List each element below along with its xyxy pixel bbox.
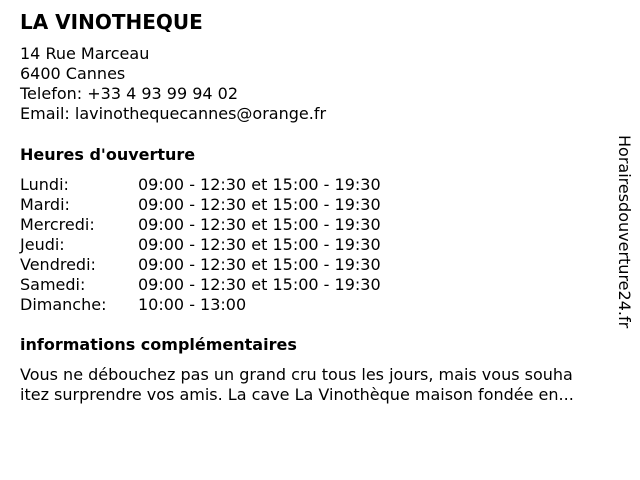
info-heading: informations complémentaires xyxy=(20,335,297,354)
time-range: 09:00 - 12:30 et 15:00 - 19:30 xyxy=(138,235,381,254)
description-line: Vous ne débouchez pas un grand cru tous les jours, mais vous souha xyxy=(20,365,573,384)
hours-row-saturday xyxy=(20,275,381,295)
day-label: Lundi: xyxy=(20,175,69,194)
hours-row-sunday xyxy=(20,295,381,315)
hours-row-wednesday xyxy=(20,215,381,235)
day-label: Samedi: xyxy=(20,275,86,294)
time-range: 09:00 - 12:30 et 15:00 - 19:30 xyxy=(138,195,381,214)
hours-table xyxy=(20,175,381,315)
site-watermark xyxy=(612,135,636,365)
business-name: LA VINOTHEQUE xyxy=(20,10,203,34)
time-range: 09:00 - 12:30 et 15:00 - 19:30 xyxy=(138,255,381,274)
description-line: itez surprendre vos amis. La cave La Vinothèque maison fondée en... xyxy=(20,385,574,404)
info-description xyxy=(20,365,620,405)
day-label: Jeudi: xyxy=(20,235,65,254)
hours-heading: Heures d'ouverture xyxy=(20,145,196,164)
address-street: 14 Rue Marceau xyxy=(20,44,150,63)
contact-block xyxy=(20,44,326,124)
time-range: 09:00 - 12:30 et 15:00 - 19:30 xyxy=(138,275,381,294)
day-label: Dimanche: xyxy=(20,295,107,314)
day-label: Mercredi: xyxy=(20,215,95,234)
time-range: 10:00 - 13:00 xyxy=(138,295,247,314)
day-label: Vendredi: xyxy=(20,255,96,274)
time-range: 09:00 - 12:30 et 15:00 - 19:30 xyxy=(138,175,381,194)
time-range: 09:00 - 12:30 et 15:00 - 19:30 xyxy=(138,215,381,234)
hours-row-monday xyxy=(20,175,381,195)
address-city: 6400 Cannes xyxy=(20,64,126,83)
email-text: Email: lavinothequecannes@orange.fr xyxy=(20,104,327,123)
site-watermark-text: Horairesdouverture24.fr xyxy=(615,135,634,329)
hours-row-thursday xyxy=(20,235,381,255)
day-label: Mardi: xyxy=(20,195,70,214)
hours-row-tuesday xyxy=(20,195,381,215)
phone-text: Telefon: +33 4 93 99 94 02 xyxy=(20,84,239,103)
hours-row-friday xyxy=(20,255,381,275)
